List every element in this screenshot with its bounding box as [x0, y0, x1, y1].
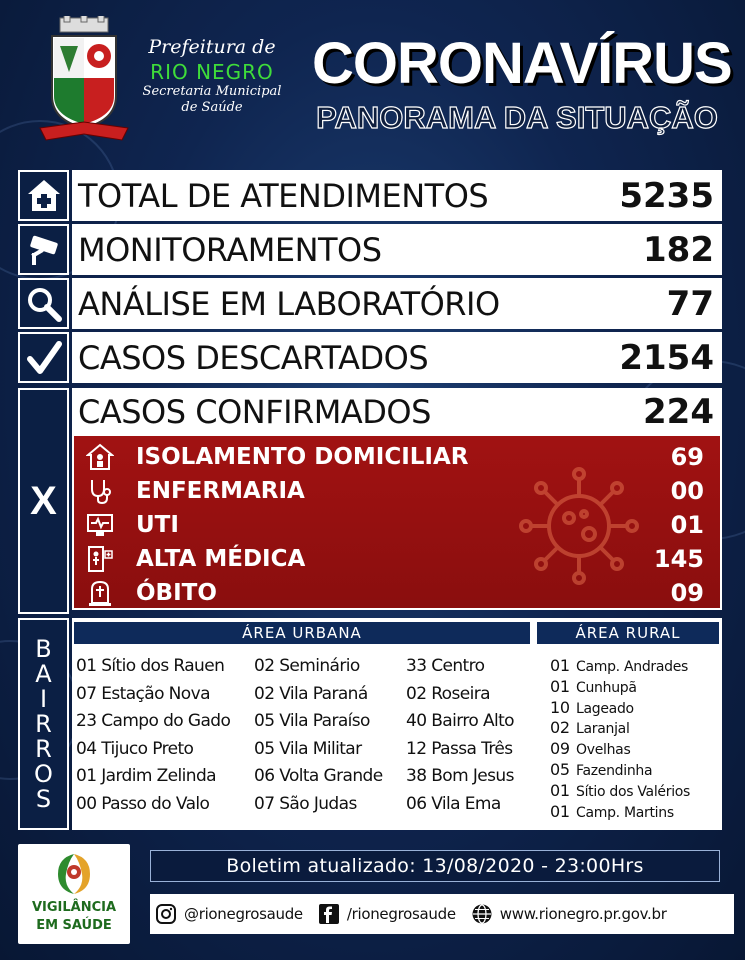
- secretaria-label: Secretaria Municipal: [142, 84, 282, 99]
- bulletin-updated-label: Boletim atualizado: 13/08/2020 - 23:00Hrs: [150, 850, 720, 882]
- facebook-link[interactable]: [317, 902, 456, 926]
- list-item: [550, 781, 690, 802]
- stat-row-analise-laboratorio: [18, 278, 722, 329]
- checkmark-icon: [25, 339, 63, 377]
- list-item: [550, 718, 690, 739]
- bairros-block: [18, 618, 722, 830]
- website-link[interactable]: [470, 902, 667, 926]
- rural-name: Ovelhas: [576, 742, 631, 759]
- rural-name: Fazendinha: [576, 762, 653, 779]
- confirmed-item-value: 01: [670, 511, 704, 539]
- confirmed-item-uti: [84, 508, 704, 542]
- list-item: 12 Passa Três: [406, 738, 513, 759]
- vigilancia-label-2: EM SAÚDE: [36, 918, 112, 933]
- medical-cross-house-icon: [25, 177, 63, 215]
- list-item: [550, 698, 690, 719]
- stat-bar: [72, 170, 722, 221]
- stat-icon-box: [18, 170, 69, 221]
- exit-door-icon: [84, 544, 116, 574]
- rural-count: 01: [550, 676, 570, 696]
- prefeitura-label: Prefeitura de: [148, 36, 276, 58]
- stat-icon-box: [18, 278, 69, 329]
- rural-name: Cunhupã: [576, 679, 637, 696]
- city-crest-icon: [38, 16, 130, 144]
- confirmed-value: 224: [643, 392, 714, 432]
- page-subtitle: PANORAMA DA SITUAÇÃO: [316, 100, 718, 135]
- confirmed-breakdown-panel: [72, 436, 722, 610]
- stat-value: 182: [643, 229, 714, 270]
- confirmed-bar: [72, 388, 722, 436]
- bairros-panel: [72, 618, 722, 830]
- list-item: 33 Centro: [406, 656, 485, 676]
- list-item: 07 Estação Nova: [76, 683, 210, 704]
- stat-label: MONITORAMENTOS: [78, 230, 382, 269]
- camera-icon: [25, 231, 63, 269]
- urban-column-1: [76, 656, 230, 821]
- stat-bar: [72, 278, 722, 329]
- vigilancia-label: VIGILÂNCIA: [31, 900, 117, 915]
- confirmed-side-box: [18, 388, 69, 614]
- rural-name: Lageado: [576, 700, 634, 717]
- urban-column-2: [254, 656, 383, 821]
- bairros-letter: B: [35, 634, 52, 663]
- list-item: 23 Campo do Gado: [76, 711, 231, 731]
- list-item: [550, 760, 690, 781]
- prefeitura-text: [132, 36, 292, 116]
- rural-area-header: ÁREA RURAL: [537, 622, 719, 644]
- rural-count: 02: [550, 718, 570, 738]
- list-item: 06 Volta Grande: [254, 766, 383, 786]
- list-item: 01 Sítio dos Rauen: [76, 656, 225, 676]
- list-item: [550, 656, 690, 677]
- facebook-handle: /rionegrosaude: [346, 905, 456, 923]
- magnifier-icon: [25, 285, 63, 323]
- stethoscope-icon: [84, 476, 116, 506]
- rural-name: Camp. Martins: [576, 804, 674, 821]
- rural-count: 01: [550, 780, 570, 800]
- rural-count: 01: [550, 801, 570, 821]
- list-item: 02 Vila Paraná: [254, 683, 368, 704]
- list-item: [550, 739, 690, 760]
- list-item: 02 Roseira: [406, 683, 490, 704]
- social-bar: [150, 894, 734, 934]
- list-item: 07 São Judas: [254, 793, 357, 814]
- bairros-letter: S: [35, 784, 52, 813]
- list-item: [550, 802, 690, 823]
- monitor-icon: [84, 510, 116, 540]
- header: [0, 0, 745, 165]
- vigilancia-logo: [18, 844, 130, 944]
- rural-name: Sítio dos Valérios: [576, 783, 691, 800]
- confirmed-item-alta-medica: [84, 542, 704, 576]
- confirmed-item-label: ÓBITO: [136, 580, 217, 606]
- instagram-icon: [154, 902, 178, 926]
- bairros-letter: I: [39, 684, 48, 713]
- rural-count: 05: [550, 759, 570, 779]
- rural-name: Camp. Andrades: [576, 659, 689, 675]
- stat-label: CASOS DESCARTADOS: [78, 338, 429, 377]
- confirmed-item-label: ISOLAMENTO DOMICILIAR: [136, 444, 469, 470]
- stat-value: 2154: [619, 337, 714, 378]
- stat-label: ANÁLISE EM LABORATÓRIO: [78, 284, 500, 323]
- bairros-letter: A: [35, 659, 52, 688]
- stat-value: 5235: [619, 175, 714, 216]
- bairros-side-label: [18, 618, 69, 830]
- confirmed-item-label: ENFERMARIA: [136, 478, 305, 504]
- list-item: 05 Vila Militar: [254, 738, 362, 759]
- list-item: 01 Jardim Zelinda: [76, 766, 216, 786]
- bairros-letter: R: [35, 709, 52, 738]
- list-item: 38 Bom Jesus: [406, 766, 514, 786]
- website-url: www.rionegro.pr.gov.br: [499, 905, 667, 923]
- confirmed-item-value: 145: [653, 545, 704, 573]
- home-person-icon: [84, 442, 116, 472]
- instagram-handle: @rionegrosaude: [184, 905, 303, 923]
- confirmed-label: CASOS CONFIRMADOS: [78, 393, 431, 431]
- stat-row-total-atendimentos: [18, 170, 722, 221]
- stat-value: 77: [666, 283, 714, 324]
- rural-count: 01: [550, 656, 570, 675]
- instagram-link[interactable]: [154, 902, 303, 926]
- urban-column-3: [406, 656, 514, 821]
- confirmed-cases-block: [18, 388, 722, 614]
- list-item: 06 Vila Ema: [406, 793, 501, 814]
- x-mark: X: [30, 478, 57, 523]
- rural-count: 10: [550, 697, 570, 717]
- confirmed-item-label: UTI: [136, 512, 179, 538]
- list-item: [550, 677, 690, 698]
- stat-icon-box: [18, 332, 69, 383]
- rural-count: 09: [550, 739, 570, 759]
- confirmed-item-obito: [84, 576, 704, 610]
- page-title: CORONAVÍRUS: [312, 31, 732, 96]
- facebook-icon: [317, 902, 341, 926]
- stat-icon-box: [18, 224, 69, 275]
- bairros-letter: O: [34, 759, 53, 788]
- stat-bar: [72, 332, 722, 383]
- tombstone-icon: [84, 578, 116, 608]
- stat-label: TOTAL DE ATENDIMENTOS: [78, 176, 489, 215]
- stat-bar: [72, 224, 722, 275]
- list-item: 05 Vila Paraíso: [254, 711, 370, 731]
- secretaria-label-2: de Saúde: [181, 100, 243, 115]
- list-item: 40 Bairro Alto: [406, 711, 514, 731]
- stat-row-monitoramentos: [18, 224, 722, 275]
- confirmed-item-value: 09: [670, 579, 704, 607]
- city-name: RIO NEGRO: [150, 60, 274, 84]
- confirmed-item-isolamento: [84, 440, 704, 474]
- list-item: 04 Tijuco Preto: [76, 738, 194, 759]
- rural-name: Laranjal: [576, 721, 630, 738]
- vigilancia-emblem-icon: [18, 844, 130, 900]
- confirmed-item-value: 00: [670, 477, 704, 505]
- globe-icon: [470, 902, 494, 926]
- stat-row-casos-descartados: [18, 332, 722, 383]
- confirmed-item-value: 69: [670, 443, 704, 471]
- confirmed-item-enfermaria: [84, 474, 704, 508]
- rural-column: [550, 656, 690, 822]
- list-item: 00 Passo do Valo: [76, 793, 210, 814]
- bairros-letter: R: [35, 734, 52, 763]
- confirmed-item-label: ALTA MÉDICA: [136, 546, 306, 572]
- urban-area-header: ÁREA URBANA: [74, 622, 530, 644]
- list-item: 02 Seminário: [254, 656, 360, 676]
